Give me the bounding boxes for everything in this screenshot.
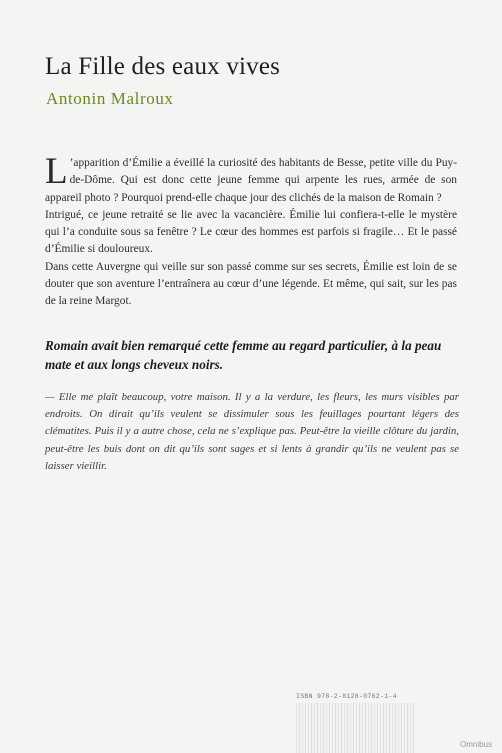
isbn-number: ISBN 978-2-8128-0762-1-4	[296, 693, 397, 700]
book-author: Antonin Malroux	[46, 89, 174, 108]
barcode-icon	[296, 703, 414, 753]
book-title: La Fille des eaux vives	[45, 53, 281, 80]
pull-quote	[45, 336, 461, 374]
publisher-name: Omnibus	[460, 740, 493, 749]
synopsis-paragraph-3: Dans cette Auvergne qui veille sur son passé comme sur ses secrets, Émilie est loin de se douter que son aventure l’entraînera au cœur d’une légende. Et même, qui sait, sur les pas de la reine Margot.	[45, 260, 457, 308]
synopsis-paragraph-2: Intrigué, ce jeune retraité se lie avec la vacancière. Émilie lui confiera-t-elle le mystère qui l’a conduite sous sa fenêtre ? Le cœur des hommes est parfois si fragile… Et le passé d’Émilie si douloureux.	[45, 208, 457, 256]
book-excerpt	[45, 389, 459, 475]
isbn-block	[296, 693, 414, 753]
pull-quote-text: Romain avait bien remarqué cette femme au regard particulier, à la peau mate et aux longs cheveux noirs.	[45, 338, 442, 372]
drop-cap: L	[45, 151, 68, 192]
book-excerpt-text: — Elle me plaît beaucoup, votre maison. Il y a la verdure, les fleurs, les murs visibles par endroits. On dirait qu’ils veulent se dissimuler sous les feuillages pourtant légers des clématites. Puis il y a autre chose, cela ne s’explique pas. Peut-être la vieille clôture du jardin, peut-être les buis dont on dit qu’ils sont sages et si lents à grandir qu’ils ne veulent pas se laisser vieillir.	[45, 391, 459, 472]
synopsis	[45, 151, 457, 311]
synopsis-paragraph-1	[45, 151, 457, 207]
synopsis-paragraph-1-text: ’apparition d’Émilie a éveillé la curiosité des habitants de Besse, petite ville du Puy-de-Dôme. Qui est donc cette jeune femme qui arpente les rues, armée de son appareil photo ? Pourquoi prend-elle chaque jour des clichés de la maison de Romain ?	[45, 157, 457, 204]
